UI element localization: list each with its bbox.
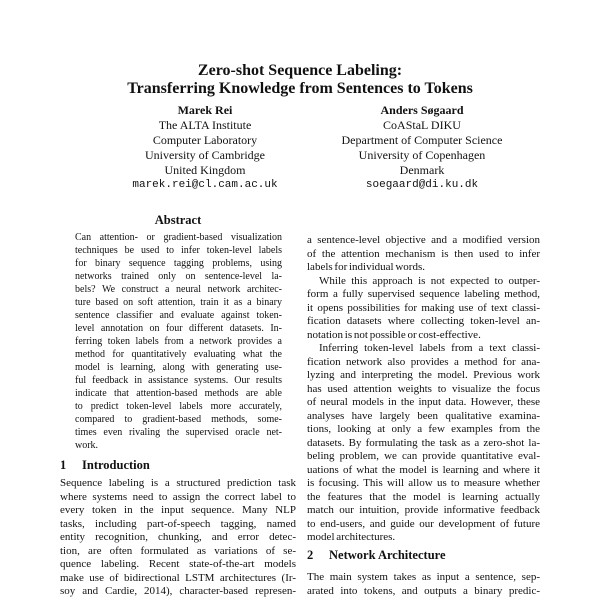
paper-title-line-1: Zero-shot Sequence Labeling: [197,62,403,79]
section-1-heading [60,458,150,473]
text-line: times even rivaling the supervised oracle net- [75,427,282,438]
affiliation-line: Denmark [399,163,445,177]
text-line: compared to gradient-based methods, some- [75,414,282,425]
section-number: 1 [60,458,67,472]
text-line: the features that the model is learning actually [307,490,540,503]
author-email: marek.rei@cl.cam.ac.uk [132,179,278,191]
text-line: indicate that attention-based methods are able [75,388,282,399]
paper-title-line-2: Transferring Knowledge from Sentences to Tokens [127,80,473,97]
section-number: 2 [307,548,314,562]
affiliation-line: University of Cambridge [145,148,265,162]
text-line: datasets. By formulating the task as a zero-shot la- [307,436,540,449]
text-line: tasks, including part-of-speech tagging, named [60,517,296,530]
text-line: make use of bidirectional LSTM architectures (Ir- [60,571,296,584]
text-line: is focusing. This will allow us to measure whether [307,477,540,489]
affiliation-line: The ALTA Institute [158,118,252,132]
text-line: level annotation on four different datasets. In- [75,323,282,334]
text-line: The main system takes as input a sentence, sep- [307,571,540,583]
text-line: has used attention weights to visualize the focus [307,382,540,395]
text-line: lyzing and interpreting the model. Previous work [307,369,540,381]
text-line: to end-users, and guide our development of future [307,517,540,530]
text-line: Inferring token-level labels from a text classi- [319,342,540,354]
text-line: method for quantitatively evaluating what the [75,349,282,360]
affiliation-line: Computer Laboratory [152,133,258,147]
author-name: Marek Rei [177,103,233,117]
author-block-2 [302,103,542,193]
text-line: tions, looking at only a few examples from the [307,423,540,435]
text-line: of neural models in the input data. However, these [307,396,540,408]
text-line: bels? We construct a neural network architec- [75,284,282,295]
text-line: beling problem, we can provide quantitative eval- [307,450,540,462]
text-line: notation is not possible or cost-effective. [307,328,481,341]
author-block-1 [85,103,325,193]
text-line: Sequence labeling is a structured prediction task [60,477,296,489]
text-line: Can attention- or gradient-based visualization [75,232,282,243]
text-line: analyses have largely been qualitative examina- [307,409,540,422]
abstract-heading: Abstract [154,213,202,227]
text-line: techniques be used to infer token-level labels [75,245,282,256]
section-2-heading [307,548,446,563]
text-line: soy and Cardie, 2014), character-based represen- [60,585,296,597]
text-line: model architectures. [307,531,396,543]
affiliation-line: United Kingdom [164,163,246,177]
network-architecture-body [307,571,540,598]
text-line: match our intuition, provide informative feedback [307,504,540,516]
text-line: sentence classifier and evaluate against token- [75,310,282,321]
text-line: a sentence-level objective and a modified version [307,234,540,246]
text-line: While this approach is not expected to outper- [319,274,540,287]
text-line: model is learning, along with generating use- [75,362,282,373]
text-line: fication datasets where collecting token-level an- [307,315,540,327]
text-line: fication network also provides a method for ana- [307,355,540,368]
text-line: tion, are often formulated as variations of se- [60,544,296,557]
text-line: it opens possibilities for making use of text classi- [307,301,540,314]
text-line: arated into tokens, and outputs a binary predic- [307,584,540,597]
author-email: soegaard@di.ku.dk [365,179,479,191]
text-line: labels for individual words. [307,261,425,273]
affiliation-line: CoAStaL DIKU [383,118,461,132]
text-line: entity recognition, chunking, and error detec- [60,531,296,543]
text-line: quence labeling. Recent state-of-the-art models [60,558,296,570]
affiliation-line: University of Copenhagen [358,148,486,162]
text-line: of the attention mechanism is then used to infer [307,247,540,260]
right-column-body [307,234,540,545]
affiliation-line: Department of Computer Science [341,133,503,147]
text-line: ferring token labels from a network provides a [75,336,282,347]
text-line: for binary sequence tagging problems, using [75,258,282,269]
text-line: form a fully supervised sequence labeling method, [307,288,540,300]
section-title: Introduction [82,458,150,472]
text-line: uations of what the model is learning and where it [307,463,540,476]
text-line: where systems need to assign the correct label to [60,490,296,503]
text-line: ful feedback in assistance systems. Our results [75,375,282,386]
text-line: to predict token-level labels more accurately, [75,401,282,412]
text-line: ture based on soft attention, train it as a binary [75,297,282,308]
text-line: every token in the input sequence. Many NLP [60,504,296,516]
text-line: work. [75,440,99,451]
author-name: Anders Søgaard [380,103,464,117]
text-line: networks trained only on sentence-level la- [75,271,282,282]
introduction-body [60,477,296,599]
section-title: Network Architecture [329,548,446,562]
abstract-body [75,231,282,452]
